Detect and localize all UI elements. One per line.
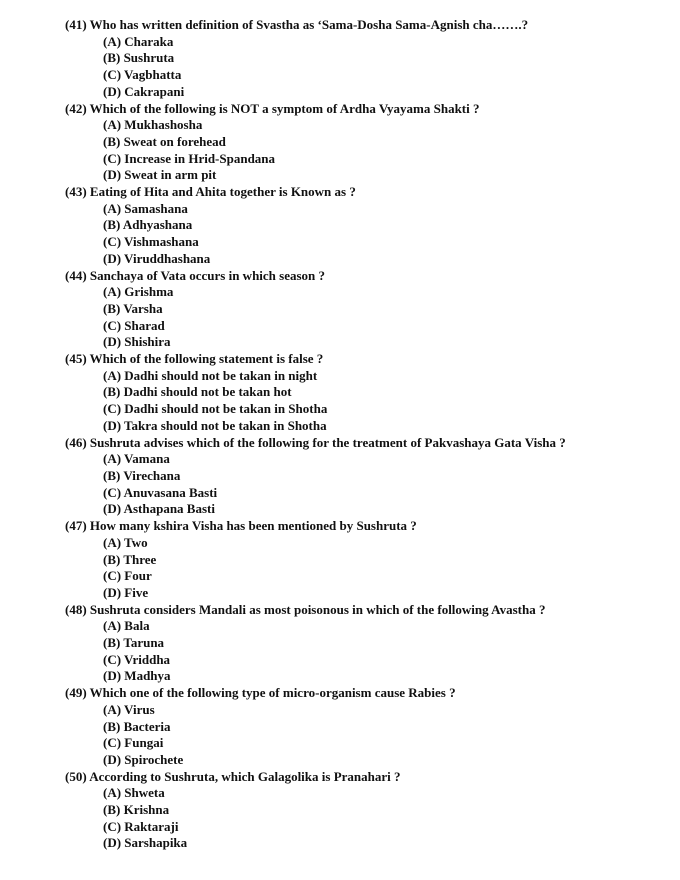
question-text: (41) Who has written definition of Svastha as ‘Sama-Dosha Sama-Agnish cha…….? xyxy=(65,17,529,32)
answer-option: (C) Anuvasana Basti xyxy=(103,484,218,500)
answer-option: (C) Vagbhatta xyxy=(103,67,182,83)
answer-option: (A) Two xyxy=(103,534,148,550)
answer-option: (A) Grishma xyxy=(103,284,174,300)
question-block xyxy=(65,184,675,268)
question-block xyxy=(65,101,675,185)
answer-option: (B) Three xyxy=(103,551,157,567)
question-list xyxy=(65,17,675,852)
answer-option: (A) Charaka xyxy=(103,33,174,49)
answer-option: (C) Four xyxy=(103,568,152,584)
answer-option: (D) Asthapana Basti xyxy=(103,501,215,517)
answer-option: (C) Raktaraji xyxy=(103,818,179,834)
answer-option: (C) Fungai xyxy=(103,735,164,751)
answer-option: (C) Increase in Hrid-Spandana xyxy=(103,150,276,166)
answer-option: (C) Sharad xyxy=(103,317,165,333)
answer-option: (B) Sweat on forehead xyxy=(103,133,226,149)
question-text: (50) According to Sushruta, which Galagolika is Pranahari ? xyxy=(65,768,401,784)
question-text: (48) Sushruta considers Mandali as most poisonous in which of the following Avastha ? xyxy=(65,601,546,617)
answer-option: (D) Sweat in arm pit xyxy=(103,167,217,183)
question-text: (49) Which one of the following type of micro-organism cause Rabies ? xyxy=(65,685,456,701)
question-block xyxy=(65,685,675,769)
question-block xyxy=(65,435,675,519)
answer-option: (C) Vriddha xyxy=(103,651,171,667)
answer-option: (D) Madhya xyxy=(103,668,171,684)
question-text: (42) Which of the following is NOT a symptom of Ardha Vyayama Shakti ? xyxy=(65,100,480,116)
answer-option: (A) Shweta xyxy=(103,785,165,801)
question-block xyxy=(65,351,675,435)
answer-option: (C) Dadhi should not be takan in Shotha xyxy=(103,401,328,417)
answer-option: (D) Sarshapika xyxy=(103,835,188,851)
answer-option: (C) Vishmashana xyxy=(103,234,199,250)
answer-option: (D) Shishira xyxy=(103,334,171,350)
question-text: (43) Eating of Hita and Ahita together is Known as ? xyxy=(65,184,356,200)
question-text: (45) Which of the following statement is false ? xyxy=(65,351,324,367)
answer-option: (A) Samashana xyxy=(103,200,188,216)
answer-option: (B) Krishna xyxy=(103,802,170,818)
answer-option: (A) Dadhi should not be takan in night xyxy=(103,367,318,383)
question-block xyxy=(65,518,675,602)
answer-option: (D) Spirochete xyxy=(103,751,184,767)
answer-option: (B) Dadhi should not be takan hot xyxy=(103,384,292,400)
answer-option: (D) Takra should not be takan in Shotha xyxy=(103,417,327,433)
answer-option: (B) Bacteria xyxy=(103,718,171,734)
answer-option: (D) Viruddhashana xyxy=(103,250,211,266)
answer-option: (D) Cakrapani xyxy=(103,83,185,99)
answer-option: (B) Adhyashana xyxy=(103,217,193,233)
question-block xyxy=(65,769,675,853)
answer-option: (B) Virechana xyxy=(103,467,181,483)
answer-option: (B) Sushruta xyxy=(103,50,175,66)
answer-option: (A) Virus xyxy=(103,701,155,717)
question-block xyxy=(65,268,675,352)
answer-option: (A) Vamana xyxy=(103,451,170,467)
answer-option: (B) Taruna xyxy=(103,635,165,651)
answer-option: (A) Mukhashosha xyxy=(103,117,203,133)
question-text: (47) How many kshira Visha has been mentioned by Sushruta ? xyxy=(65,518,417,534)
answer-option: (A) Bala xyxy=(103,618,150,634)
question-block xyxy=(65,17,675,101)
question-text: (46) Sushruta advises which of the following for the treatment of Pakvashaya Gata Visha ? xyxy=(65,434,566,450)
question-block xyxy=(65,602,675,686)
answer-option: (B) Varsha xyxy=(103,300,163,316)
question-text: (44) Sanchaya of Vata occurs in which season ? xyxy=(65,267,326,283)
answer-option: (D) Five xyxy=(103,584,149,600)
